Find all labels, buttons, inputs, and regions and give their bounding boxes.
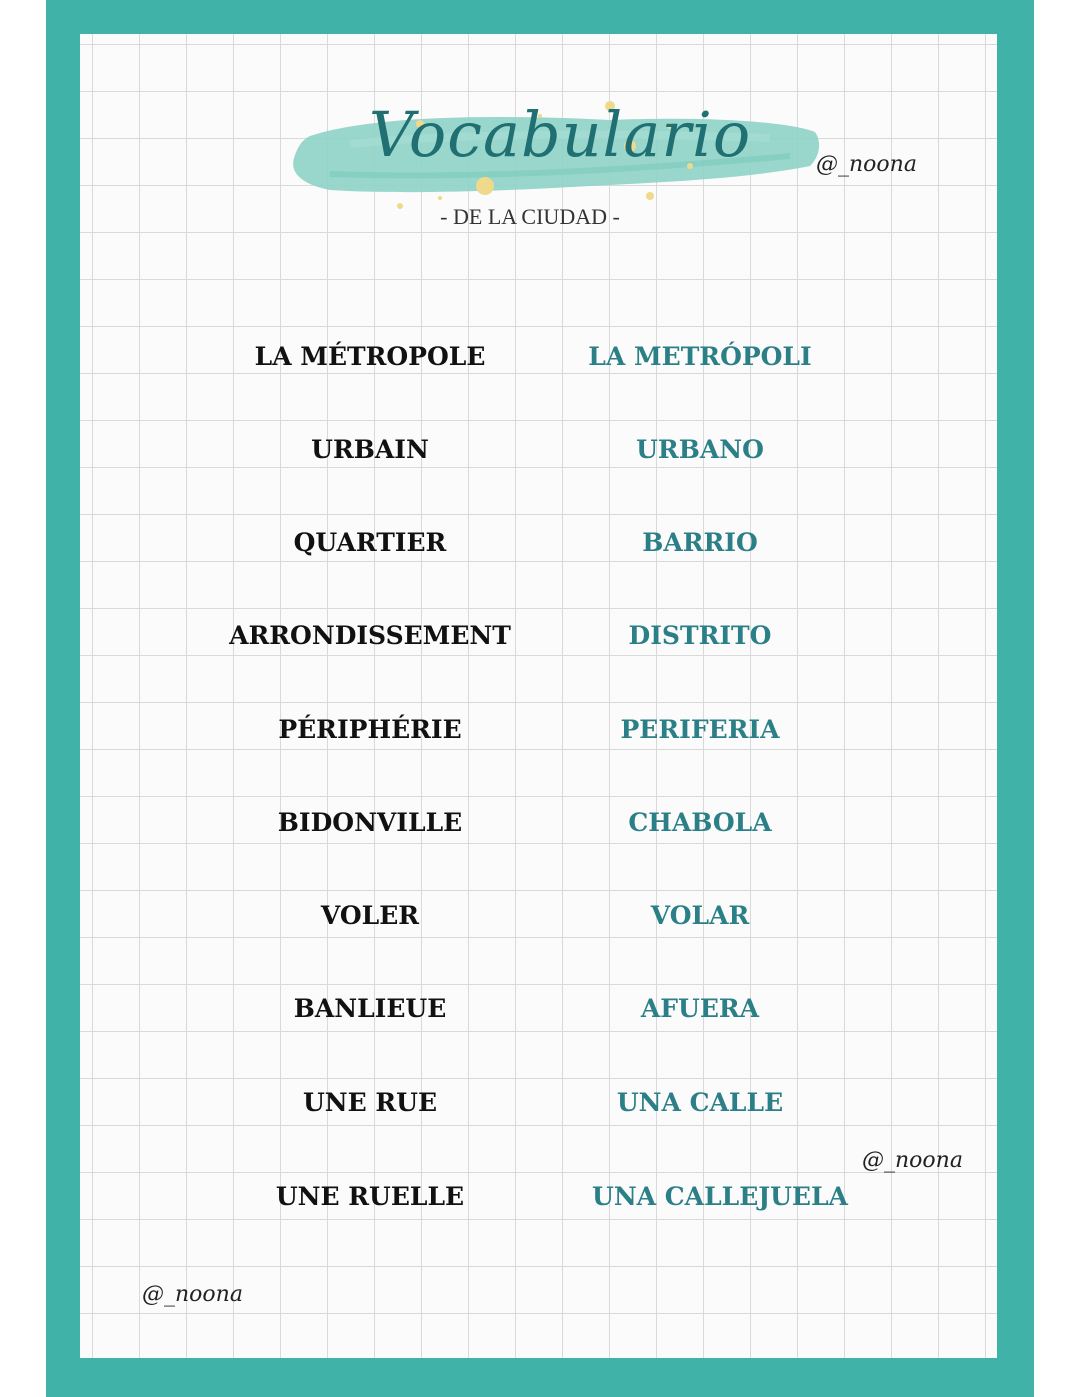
vocab-row: [80, 429, 997, 473]
author-handle-middle: @_noona: [862, 1148, 963, 1173]
french-term: BIDONVILLE: [277, 808, 463, 837]
french-term: URBAIN: [311, 435, 429, 464]
spanish-term: VOLAR: [650, 901, 750, 930]
vocab-row: [80, 336, 997, 380]
french-term: LA MÉTROPOLE: [254, 342, 486, 371]
spanish-term: URBANO: [636, 435, 764, 464]
spanish-term: PERIFERIA: [620, 715, 780, 744]
spanish-term: DISTRITO: [628, 621, 772, 650]
spanish-term: UNA CALLE: [616, 1088, 784, 1117]
vocab-row: [80, 1176, 997, 1220]
spanish-term: CHABOLA: [628, 808, 772, 837]
vocab-row: [80, 1082, 997, 1126]
page-subtitle: - DE LA CIUDAD -: [440, 204, 620, 229]
french-term: ARRONDISSEMENT: [229, 621, 511, 650]
page-title: Vocabulario: [368, 98, 752, 171]
french-term: BANLIEUE: [293, 994, 447, 1023]
spanish-term: LA METRÓPOLI: [588, 342, 812, 371]
vocab-row: [80, 709, 997, 753]
french-term: PÉRIPHÉRIE: [278, 715, 462, 744]
vocab-row: [80, 802, 997, 846]
vocab-row: [80, 522, 997, 566]
french-term: VOLER: [320, 901, 420, 930]
french-term: QUARTIER: [293, 528, 447, 557]
vocab-row: [80, 988, 997, 1032]
french-term: UNE RUE: [302, 1088, 438, 1117]
spanish-term: BARRIO: [642, 528, 758, 557]
author-handle-top: @_noona: [816, 152, 917, 177]
spanish-term: AFUERA: [640, 994, 760, 1023]
spanish-term: UNA CALLEJUELA: [592, 1182, 848, 1211]
author-handle-bottom: @_noona: [142, 1282, 243, 1307]
vocab-row: [80, 895, 997, 939]
vocab-row: [80, 615, 997, 659]
french-term: UNE RUELLE: [275, 1182, 465, 1211]
grid-sheet: [80, 34, 997, 1358]
